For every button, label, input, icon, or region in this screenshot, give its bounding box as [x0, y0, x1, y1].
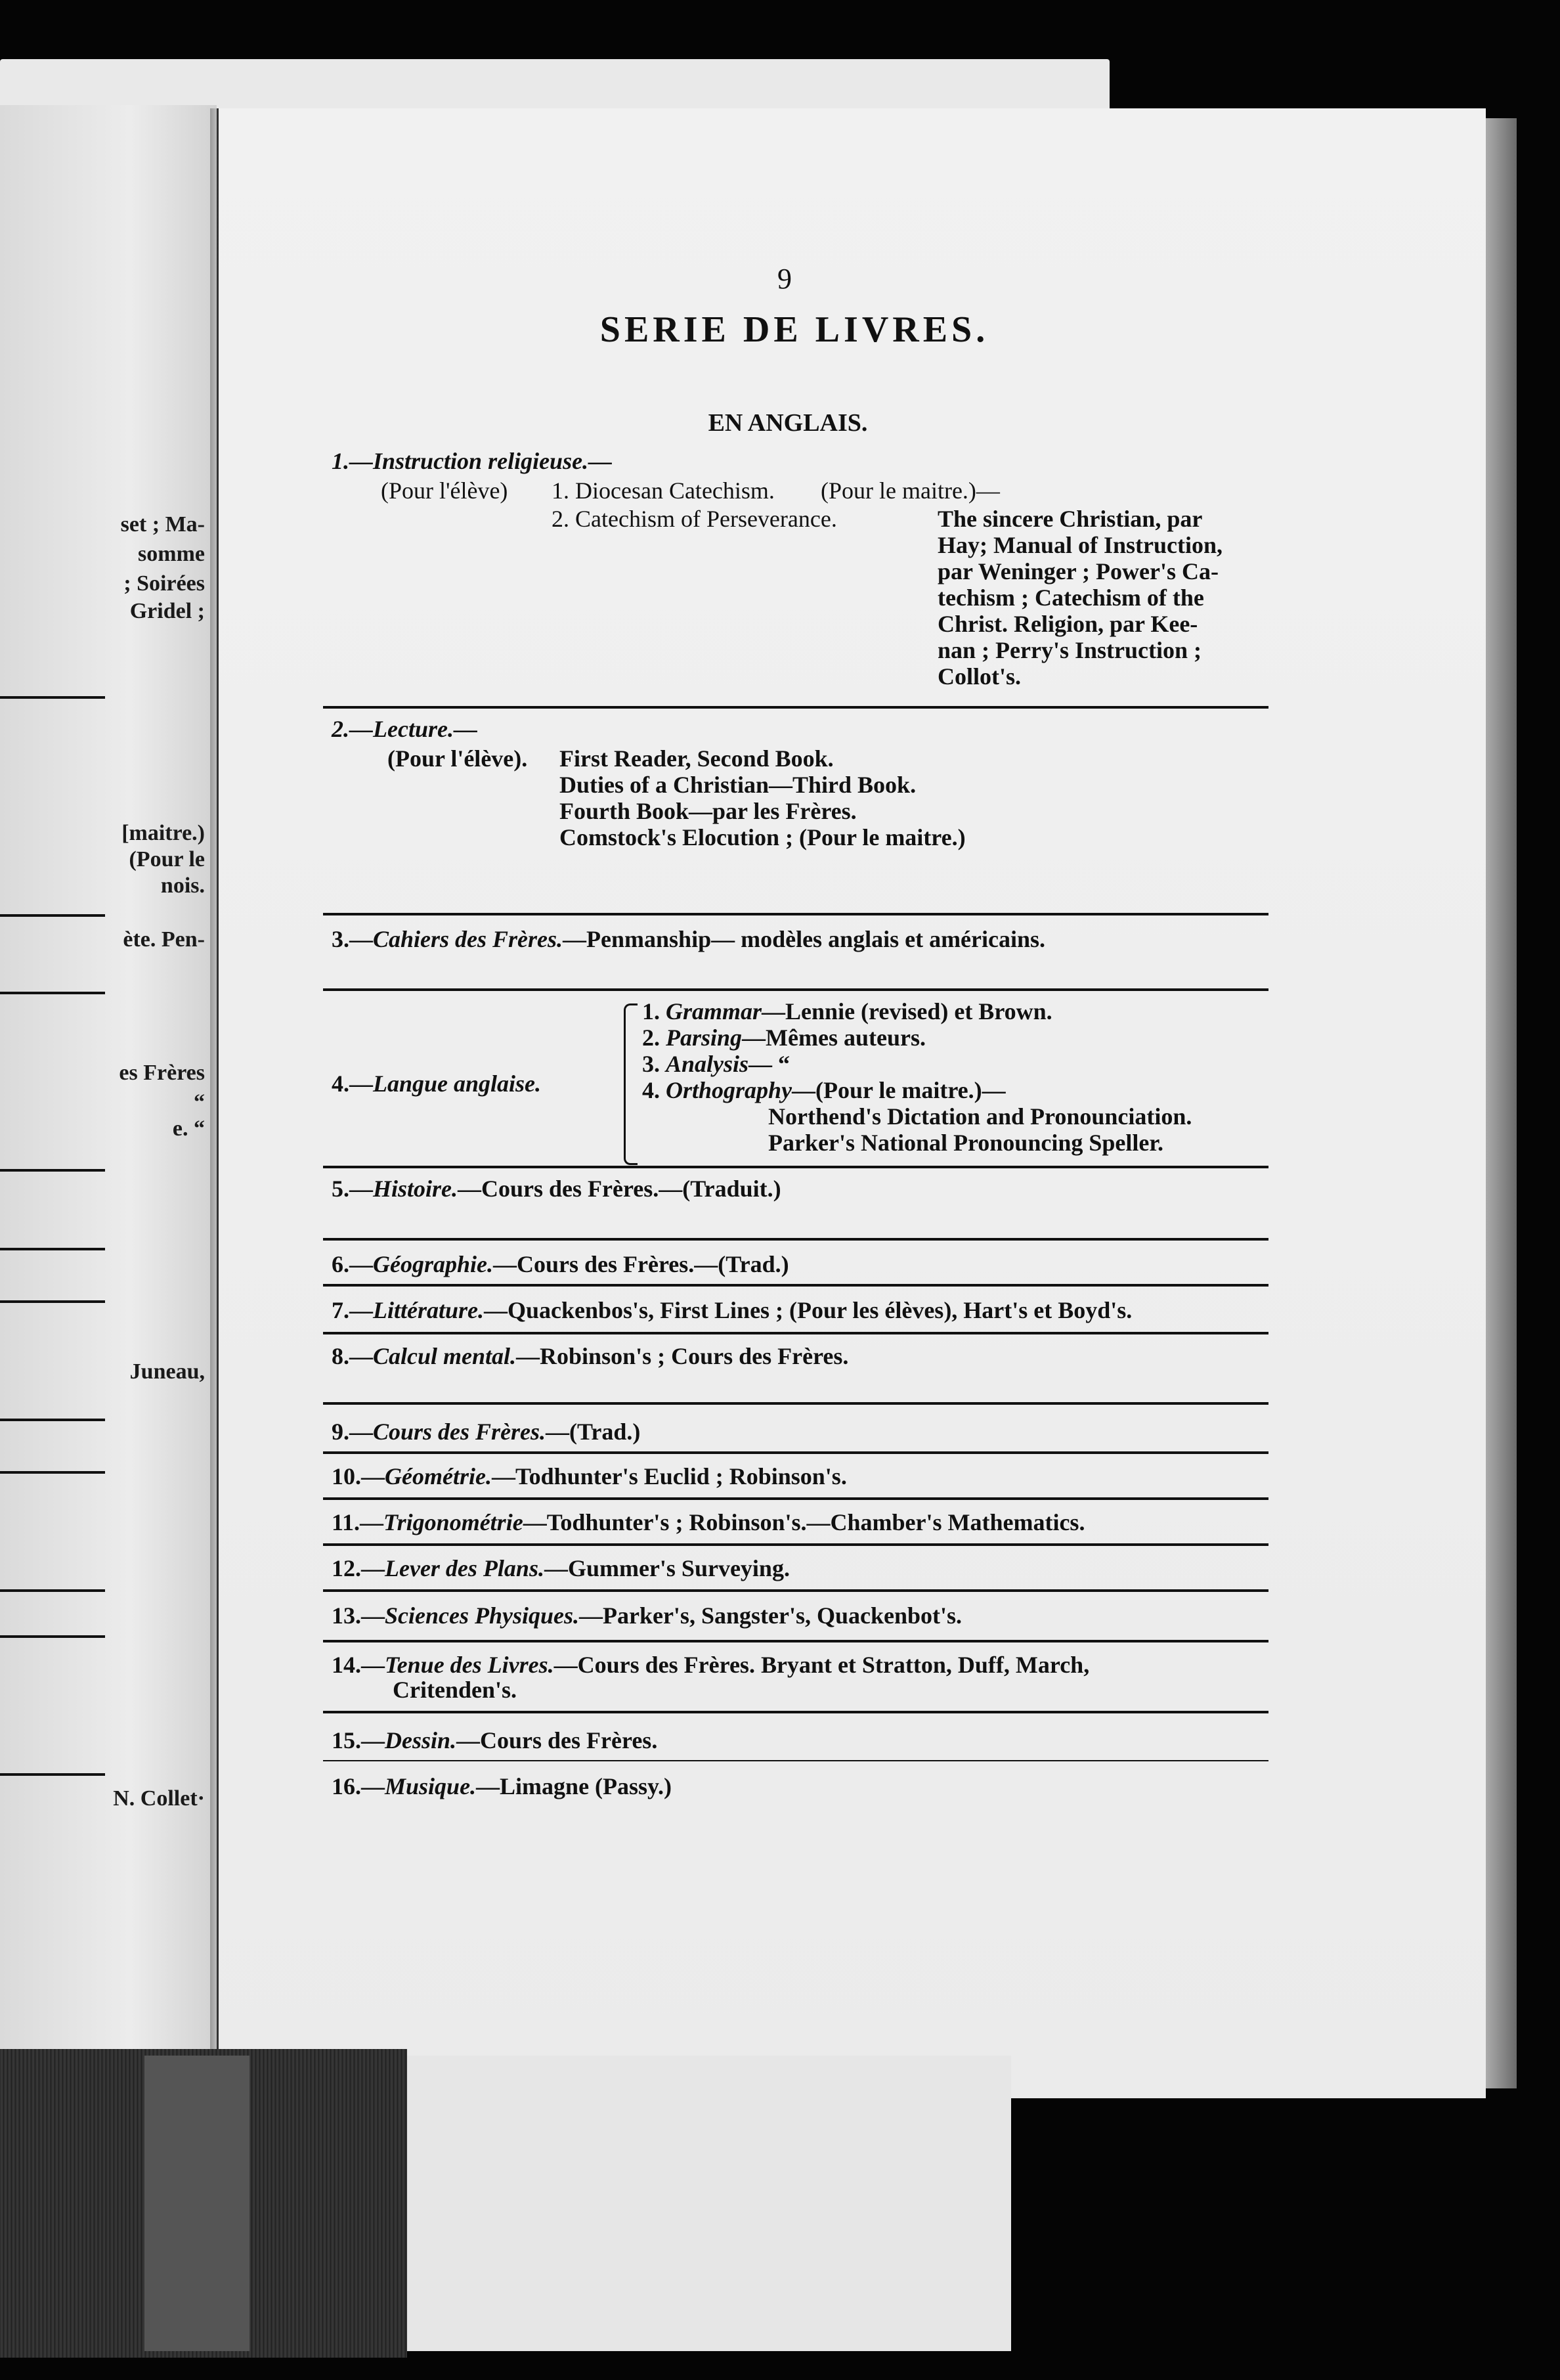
section-2-line: Duties of a Christian—Third Book.	[559, 772, 917, 798]
section-divider	[323, 1238, 1268, 1241]
item-title: Grammar	[666, 998, 762, 1025]
left-rule	[0, 914, 105, 917]
bottom-paper	[407, 2056, 1011, 2351]
left-fragment-text: [maitre.)	[121, 821, 205, 845]
section-divider	[323, 1711, 1268, 1713]
section-4-extra: Parker's National Pronouncing Speller.	[768, 1130, 1164, 1156]
binding-shadow	[144, 2056, 249, 2351]
left-fragment-text: set ; Ma-	[120, 512, 205, 537]
item-text: — “	[748, 1051, 791, 1077]
row-text: —Cours des Frères.—(Traduit.)	[458, 1176, 781, 1202]
section-divider	[323, 1451, 1268, 1454]
section-1-maitre-label: (Pour le maitre.)—	[821, 477, 1000, 504]
section-divider	[323, 1543, 1268, 1546]
left-fragment-text: somme	[138, 542, 205, 566]
left-rule	[0, 696, 105, 699]
left-fragment-text: “	[194, 1090, 205, 1114]
left-fragment-text: ète. Pen-	[123, 927, 205, 952]
left-rule	[0, 1773, 105, 1776]
section-divider	[323, 1589, 1268, 1592]
item-title: Parsing	[666, 1025, 743, 1051]
section-4-title: Langue anglaise.	[373, 1070, 542, 1097]
section-2-line: Fourth Book—par les Frères.	[559, 798, 857, 824]
left-rule	[0, 1300, 105, 1303]
row-title: Géographie.	[373, 1251, 493, 1277]
section-4-brace	[624, 1003, 638, 1165]
left-fragment-text: Juneau,	[129, 1359, 205, 1384]
left-rule	[0, 1419, 105, 1421]
section-divider	[323, 913, 1268, 915]
section-divider	[323, 1284, 1268, 1287]
left-rule	[0, 992, 105, 994]
left-page-fragment	[0, 105, 217, 2056]
list-row	[332, 1251, 789, 1277]
row-number: 11.—	[332, 1509, 384, 1535]
list-row	[332, 1727, 657, 1753]
section-2-line: Comstock's Elocution ; (Pour le maitre.)	[559, 824, 966, 850]
row-number: 16.—	[332, 1773, 385, 1799]
row-number: 7.—	[332, 1297, 373, 1323]
row-number: 12.—	[332, 1555, 385, 1581]
row-title: Géométrie.	[385, 1463, 492, 1489]
section-3-row	[332, 926, 1045, 952]
section-2-heading: 2.—Lecture.—	[332, 716, 477, 742]
item-text: —Mêmes auteurs.	[742, 1025, 926, 1051]
list-row	[332, 1419, 640, 1445]
row-number: 10.—	[332, 1463, 385, 1489]
row-text: —Cours des Frères.—(Trad.)	[493, 1251, 789, 1277]
row-text: —Cours des Frères. Bryant et Stratton, Duff, March,	[553, 1652, 1090, 1678]
row-text: —Todhunter's ; Robinson's.—Chamber's Mathematics.	[523, 1509, 1085, 1535]
section-4-item	[642, 998, 1052, 1025]
section-4-extra: Northend's Dictation and Pronounciation.	[768, 1103, 1192, 1130]
left-rule	[0, 1589, 105, 1592]
row-title: Trigonométrie	[383, 1509, 523, 1535]
section-divider	[323, 1760, 1268, 1761]
page-title: SERIE DE LIVRES.	[599, 309, 989, 350]
list-row	[332, 1652, 1089, 1678]
section-divider	[323, 1402, 1268, 1405]
list-row	[332, 1602, 962, 1629]
list-row	[332, 1555, 790, 1581]
item-title: Orthography	[666, 1077, 792, 1103]
item-title: Analysis	[666, 1051, 749, 1077]
row-title: Histoire.	[373, 1176, 458, 1202]
left-fragment-text: ; Soirées	[123, 571, 205, 596]
section-4-item	[642, 1077, 1006, 1103]
section-1-maitre-line: Collot's.	[938, 663, 1022, 690]
item-text: —(Pour le maitre.)—	[792, 1077, 1006, 1103]
section-1-maitre-line: nan ; Perry's Instruction ;	[938, 637, 1202, 663]
section-4-label	[332, 1070, 541, 1097]
row-text: —Todhunter's Euclid ; Robinson's.	[491, 1463, 847, 1489]
section-1-maitre-line: Christ. Religion, par Kee-	[938, 611, 1198, 637]
section-1-maitre-line: par Weninger ; Power's Ca-	[938, 558, 1219, 584]
row-text: —(Trad.)	[546, 1419, 641, 1445]
section-3-number: 3.—	[332, 926, 373, 952]
row-title: Sciences Physiques.	[385, 1602, 579, 1629]
row-number: 9.—	[332, 1419, 373, 1445]
section-3-title: Cahiers des Frères.	[373, 926, 563, 952]
row-number: 8.—	[332, 1343, 373, 1369]
row-title: Dessin.	[385, 1727, 457, 1753]
row-text: —Cours des Frères.	[456, 1727, 658, 1753]
row-title: Cours des Frères.	[373, 1419, 546, 1445]
section-divider	[323, 1640, 1268, 1642]
left-fragment-text: N. Collet·	[113, 1786, 205, 1811]
page-number: 9	[777, 263, 792, 295]
left-fragment-text: Gridel ;	[129, 599, 205, 623]
row-title: Littérature.	[373, 1297, 484, 1323]
list-row	[332, 1297, 1132, 1323]
page-subtitle: EN ANGLAIS.	[708, 409, 868, 437]
item-text: —Lennie (revised) et Brown.	[762, 998, 1052, 1025]
row-number: 15.—	[332, 1727, 385, 1753]
item-number: 2.	[642, 1025, 660, 1051]
section-divider	[323, 1497, 1268, 1500]
section-1-line: 1. Diocesan Catechism.	[552, 477, 775, 504]
section-1-maitre-line: The sincere Christian, par	[938, 506, 1203, 532]
row-number: 5.—	[332, 1176, 373, 1202]
row-text: —Robinson's ; Cours des Frères.	[516, 1343, 849, 1369]
list-row	[332, 1176, 781, 1202]
item-number: 4.	[642, 1077, 660, 1103]
section-1-heading: 1.—Instruction religieuse.—	[332, 448, 613, 474]
section-divider	[323, 988, 1268, 991]
section-4-number: 4.—	[332, 1070, 373, 1097]
row-text: —Limagne (Passy.)	[476, 1773, 672, 1799]
row-title: Calcul mental.	[373, 1343, 517, 1369]
section-4-item	[642, 1051, 790, 1077]
section-2-line: First Reader, Second Book.	[559, 745, 834, 772]
row-title: Tenue des Livres.	[385, 1652, 554, 1678]
left-fragment-text: e. “	[172, 1116, 205, 1141]
item-number: 3.	[642, 1051, 660, 1077]
section-4-item	[642, 1025, 926, 1051]
left-rule	[0, 1169, 105, 1172]
section-divider	[323, 1166, 1268, 1168]
row-title: Lever des Plans.	[385, 1555, 544, 1581]
row-text: —Gummer's Surveying.	[544, 1555, 790, 1581]
left-fragment-text: es Frères	[119, 1061, 205, 1085]
section-3-text: —Penmanship— modèles anglais et américains.	[563, 926, 1046, 952]
section-divider	[323, 1332, 1268, 1334]
left-fragment-text: nois.	[160, 873, 205, 898]
list-row	[332, 1773, 672, 1799]
section-2-eleve-label: (Pour l'élève).	[387, 745, 528, 772]
section-divider	[323, 706, 1268, 709]
section-1-maitre-line: techism ; Catechism of the	[938, 584, 1204, 611]
row-text: —Quackenbos's, First Lines ; (Pour les élèves), Hart's et Boyd's.	[484, 1297, 1133, 1323]
item-number: 1.	[642, 998, 660, 1025]
left-rule	[0, 1471, 105, 1474]
section-1-line: 2. Catechism of Perseverance.	[552, 506, 837, 532]
row-number: 14.—	[332, 1652, 385, 1678]
row-title: Musique.	[385, 1773, 477, 1799]
section-1-maitre-line: Hay; Manual of Instruction,	[938, 532, 1223, 558]
list-row	[332, 1343, 848, 1369]
row-text: —Parker's, Sangster's, Quackenbot's.	[578, 1602, 962, 1629]
left-rule	[0, 1248, 105, 1250]
section-14-continuation: Critenden's.	[393, 1677, 517, 1703]
row-number: 6.—	[332, 1251, 373, 1277]
list-row	[332, 1509, 1085, 1535]
list-row	[332, 1463, 847, 1489]
section-1-eleve-label: (Pour l'élève)	[381, 477, 508, 504]
row-number: 13.—	[332, 1602, 385, 1629]
left-rule	[0, 1635, 105, 1638]
left-fragment-text: (Pour le	[129, 847, 205, 871]
